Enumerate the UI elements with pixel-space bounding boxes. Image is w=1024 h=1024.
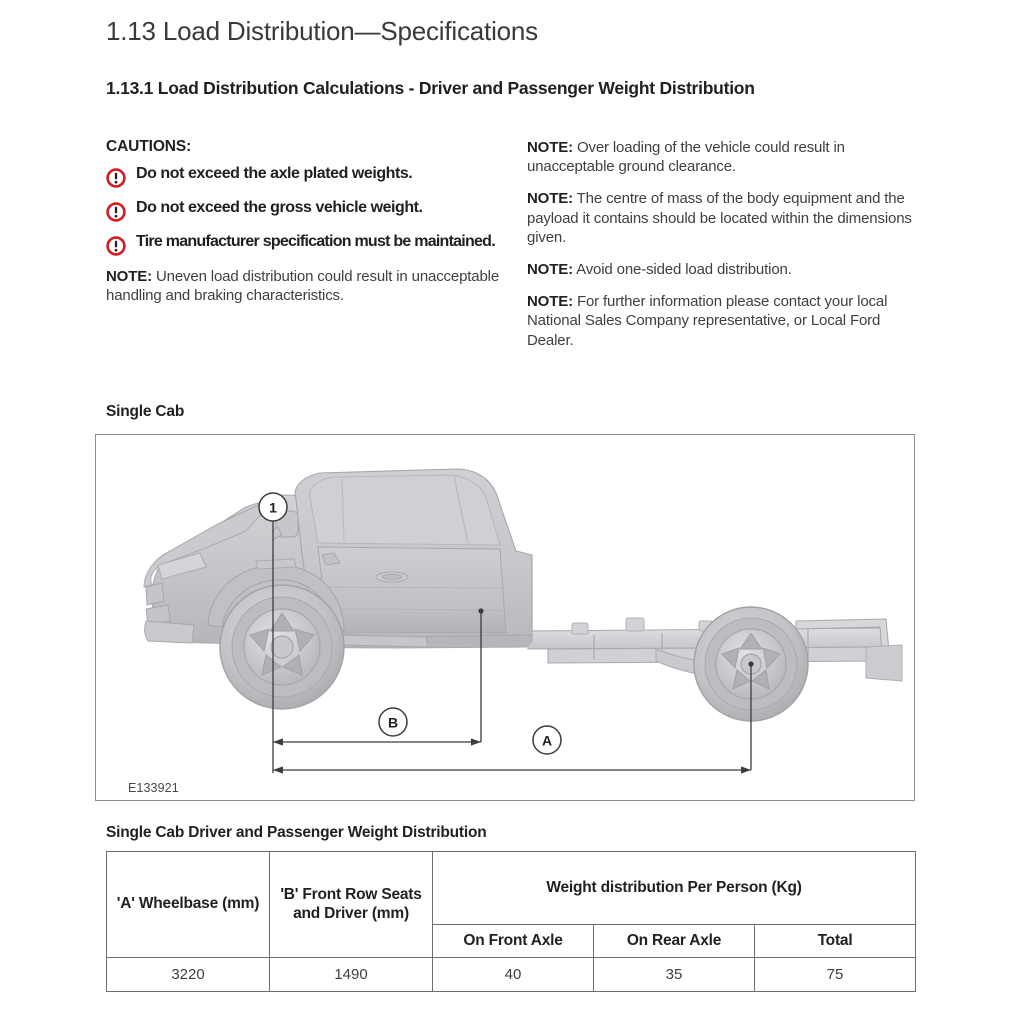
- dimension-b-arrow-right: [471, 738, 481, 745]
- warning-exclamation-icon: [106, 202, 126, 222]
- dimension-a-arrow-right: [741, 766, 751, 773]
- cab-door: [318, 547, 506, 633]
- note-label: NOTE:: [527, 293, 573, 311]
- page-title: 1.13 Load Distribution—Specifications: [106, 16, 538, 46]
- callout-label-a: A: [541, 732, 553, 749]
- cab-glass: [310, 475, 500, 545]
- figure-caption: Single Cab: [106, 403, 185, 420]
- warning-exclamation-icon: [106, 168, 126, 188]
- fender-badge: [256, 559, 296, 569]
- note-label: NOTE:: [527, 190, 573, 208]
- table-caption: Single Cab Driver and Passenger Weight Distribution: [106, 824, 487, 841]
- header-front-row-seats: 'B' Front Row Seats and Driver (mm): [270, 852, 433, 958]
- right-column: [527, 138, 919, 363]
- header-on-front-axle: On Front Axle: [433, 925, 594, 958]
- caution-item: [106, 165, 504, 188]
- section-heading: 1.13.1 Load Distribution Calculations - Driver and Passenger Weight Distribution: [106, 78, 755, 98]
- b-reference-point: [478, 608, 483, 613]
- front-bumper: [145, 621, 194, 643]
- note-block: [527, 189, 919, 247]
- figure-frame: [95, 434, 915, 801]
- note-text: Avoid one-sided load distribution.: [576, 260, 792, 278]
- note-block: [527, 260, 919, 279]
- cell-wheelbase: 3220: [107, 958, 270, 992]
- callout-label-b: B: [387, 714, 399, 731]
- note-label: NOTE:: [527, 260, 573, 278]
- caution-item: [106, 199, 504, 222]
- cell-front-row-seats: 1490: [270, 958, 433, 992]
- cautions-label: CAUTIONS:: [106, 138, 192, 155]
- caution-text: Tire manufacturer specification must be maintained.: [136, 233, 495, 250]
- warning-exclamation-icon: [106, 236, 126, 256]
- note-text: For further information please contact your local National Sales Company representative, or Local Ford Dealer.: [527, 293, 888, 349]
- table-row: [107, 958, 916, 992]
- header-total: Total: [755, 925, 916, 958]
- note-block: [527, 138, 919, 176]
- dimension-b-arrow-left: [273, 738, 283, 745]
- header-weight-distribution: Weight distribution Per Person (Kg): [433, 852, 916, 925]
- table-header-row: [107, 852, 916, 925]
- side-step: [342, 635, 428, 647]
- note-text: Over loading of the vehicle could result in unacceptable ground clearance.: [527, 139, 845, 176]
- note-block: [106, 267, 504, 305]
- caution-text: Do not exceed the gross vehicle weight.: [136, 199, 423, 216]
- cell-total: 75: [755, 958, 916, 992]
- header-on-rear-axle: On Rear Axle: [594, 925, 755, 958]
- caution-item: [106, 233, 504, 256]
- note-text: Uneven load distribution could result in unacceptable handling and braking characteristics.: [106, 268, 500, 305]
- truck-side-view-diagram: [96, 435, 916, 802]
- cell-on-front-axle: 40: [433, 958, 594, 992]
- weight-distribution-table: [106, 851, 916, 992]
- dimension-a-arrow-left: [273, 766, 283, 773]
- caution-text: Do not exceed the axle plated weights.: [136, 165, 413, 182]
- callout-label-1: 1: [269, 499, 277, 516]
- left-column: [106, 138, 504, 318]
- figure-id: E133921: [128, 781, 179, 795]
- note-label: NOTE:: [527, 139, 573, 156]
- cell-on-rear-axle: 35: [594, 958, 755, 992]
- front-wheel: [220, 585, 344, 709]
- door-handle: [376, 572, 408, 582]
- note-text: The centre of mass of the body equipment and the payload it contains should be located within the dimensions given.: [527, 190, 912, 246]
- header-wheelbase: 'A' Wheelbase (mm): [107, 852, 270, 958]
- note-label: NOTE:: [106, 268, 152, 285]
- rear-axle-point: [748, 661, 753, 666]
- rear-mud-flap: [866, 645, 902, 681]
- note-block: [527, 292, 919, 350]
